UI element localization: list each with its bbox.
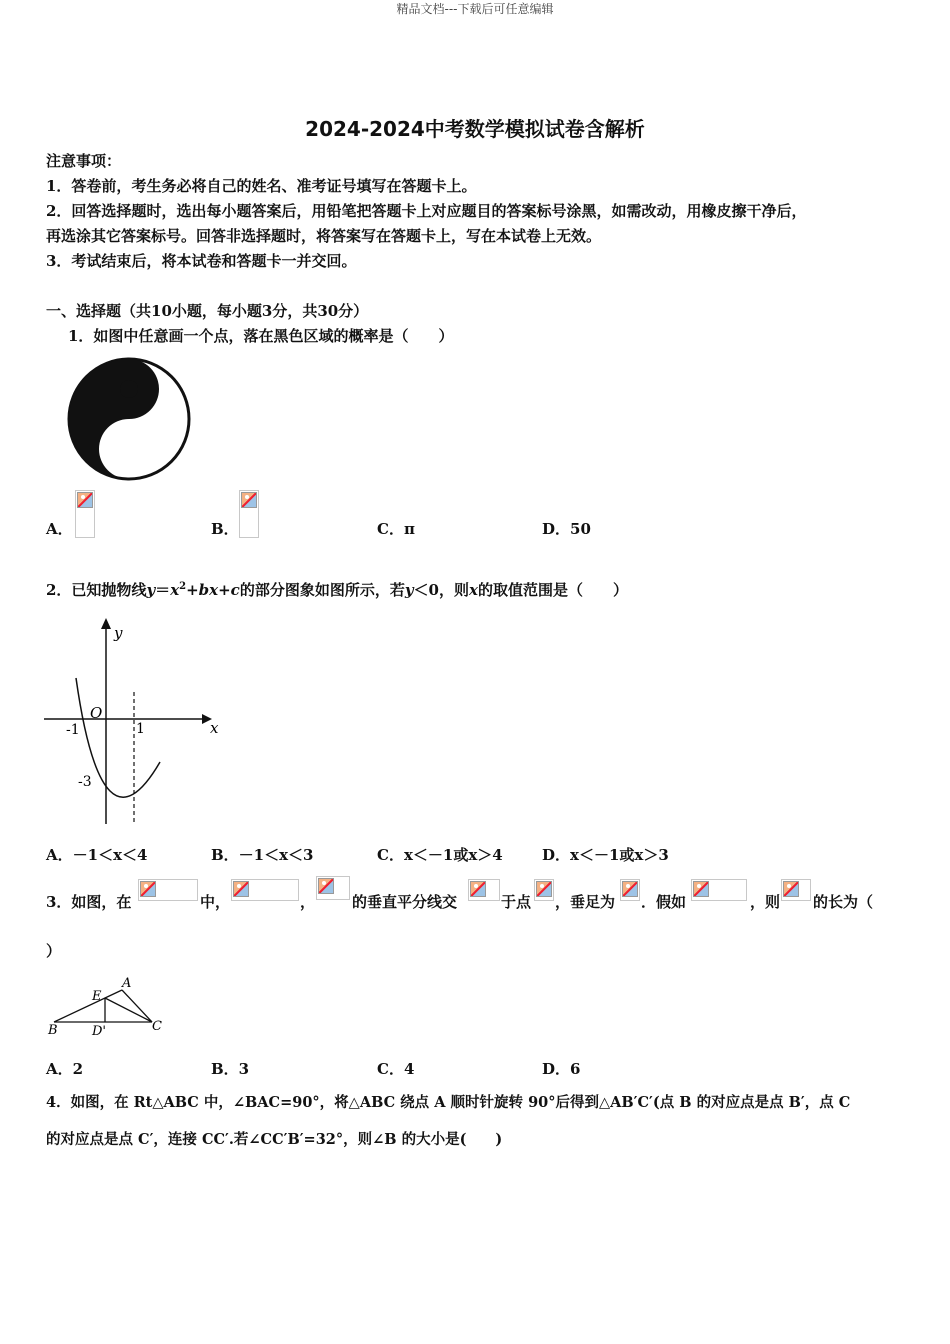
q2-stem-post: 的取值范围是（ ）	[477, 581, 628, 599]
q3-stem-part-1: 3．如图，在	[46, 893, 132, 911]
tick-label-1: 1	[136, 721, 145, 737]
section-heading: 一、选择题（共10小题，每小题3分，共30分）	[46, 302, 369, 320]
q2-option-c: C．x＜－1或x＞4	[377, 846, 503, 864]
q3-stem-part-5: 于点	[501, 893, 532, 911]
page-title: 2024-2024中考数学模拟试卷含解析	[305, 117, 645, 141]
q3-stem-part-8: ，则	[750, 893, 781, 911]
q3-stem-part-7: ．假如	[641, 893, 687, 911]
q2-stem-mid: 的部分图象如图所示，若	[239, 581, 405, 599]
label-a: A	[122, 976, 132, 991]
notice-heading: 注意事项：	[46, 152, 122, 170]
origin-label: O	[90, 704, 103, 722]
q3-stem-part-3: ，	[300, 893, 316, 911]
q4-stem-line-1: 4．如图，在 Rt△ABC 中，∠BAC=90°，将△ABC 绕点 A 顺时针旋转 90°后得到△AB′C′(点 B 的对应点是点 B′，点 C	[46, 1094, 851, 1111]
tick-label-neg1: -1	[66, 722, 80, 738]
q3-inline-image-4	[468, 879, 500, 901]
q1-option-d: D．50	[542, 520, 591, 538]
q3-inline-image-5	[534, 879, 554, 901]
y-axis-arrow	[101, 618, 111, 629]
q3-stem-part-2: 中，	[200, 893, 231, 911]
q1-option-a-image	[75, 490, 95, 538]
segment-ec	[105, 998, 152, 1022]
triangle-figure	[44, 974, 172, 1038]
notice-item-3: 3．考试结束后，将本试卷和答题卡一并交回。	[46, 252, 357, 270]
page-header: 精品文档---下载后可任意编辑	[396, 2, 554, 16]
q2-eq-rest: +bx+c	[186, 581, 240, 599]
q3-stem-part-6: ，垂足为	[555, 893, 616, 911]
label-c: C	[152, 1019, 162, 1034]
q3-inline-image-1	[138, 879, 198, 901]
q1-option-a: A．	[46, 520, 73, 538]
q2-eq-sup: 2	[179, 581, 187, 592]
q2-eq-x: x	[170, 581, 180, 599]
y-axis-label: y	[114, 624, 123, 642]
q3-option-b: B．3	[211, 1060, 250, 1078]
q3-inline-image-6	[620, 879, 640, 901]
parabola-graph	[40, 612, 230, 827]
label-e: E	[92, 989, 102, 1004]
q2-stem-x: x	[468, 581, 478, 599]
q2-option-b: B．－1＜x＜3	[211, 846, 314, 864]
q2-option-a: A．－1＜x＜4	[46, 846, 148, 864]
q3-inline-image-3	[316, 876, 350, 900]
q1-option-b: B．	[211, 520, 239, 538]
yin-yang-figure	[66, 356, 192, 482]
q3-stem-part-9: 的长为（	[813, 893, 874, 911]
q2-eq-y: y	[146, 581, 156, 599]
q2-option-d: D．x＜－1或x＞3	[542, 846, 669, 864]
q3-inline-image-2	[231, 879, 299, 901]
notice-item-2-cont: 再选涂其它答案标号。回答非选择题时，将答案写在答题卡上，写在本试卷上无效。	[46, 227, 602, 245]
q2-eq-equals: ＝	[155, 581, 171, 599]
segment-ba	[54, 990, 122, 1022]
q1-option-c: C．π	[377, 520, 415, 538]
notice-item-1: 1．答卷前，考生务必将自己的姓名、准考证号填写在答题卡上。	[46, 177, 477, 195]
q2-stem-pre: 2．已知抛物线	[46, 581, 147, 599]
label-b: B	[48, 1023, 58, 1038]
q3-inline-image-7	[691, 879, 747, 901]
q4-stem-line-2: 的对应点是点 C′，连接 CC′.若∠CC′B′=32°，则∠B 的大小是( )	[46, 1131, 503, 1148]
q2-stem	[46, 578, 628, 599]
q1-option-b-image	[239, 490, 259, 538]
x-axis-label: x	[210, 719, 219, 737]
q2-stem-cond: ＜0，则	[413, 581, 469, 599]
q2-stem-y: y	[404, 581, 414, 599]
q3-option-c: C．4	[377, 1060, 415, 1078]
q3-option-a: A．2	[46, 1060, 84, 1078]
tick-label-neg3: -3	[78, 774, 92, 790]
q3-stem-part-10: ）	[46, 942, 62, 960]
notice-item-2: 2．回答选择题时，选出每小题答案后，用铅笔把答题卡上对应题目的答案标号涂黑，如需改动，用橡皮擦干净后，	[46, 202, 807, 220]
segment-ac	[122, 990, 152, 1022]
q3-inline-image-8	[781, 879, 811, 901]
label-d: D'	[92, 1024, 106, 1038]
q3-option-d: D．6	[542, 1060, 581, 1078]
q1-stem: 1．如图中任意画一个点，落在黑色区域的概率是（ ）	[68, 327, 454, 345]
q3-stem-part-4: 的垂直平分线交	[352, 893, 458, 911]
